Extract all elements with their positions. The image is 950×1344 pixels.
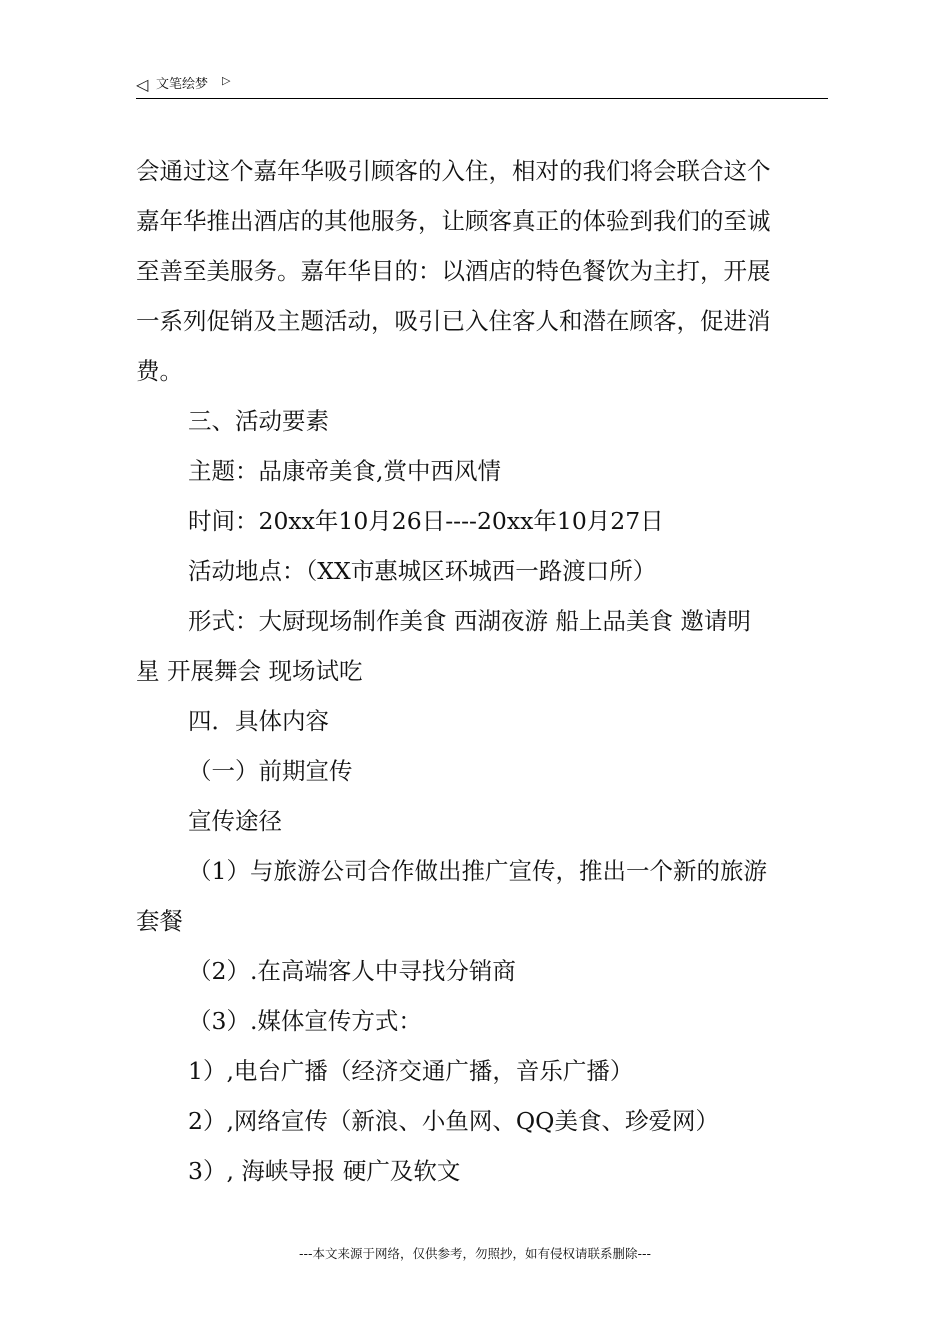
list-item: 1）,电台广播（经济交通广播，音乐广播） [188,1057,634,1085]
document-body [136,146,836,1196]
triangle-left-icon: ◁ [136,75,149,94]
header-title: 文笔绘梦 [156,77,209,92]
list-item: （2）.在高端客人中寻找分销商 [188,957,516,985]
paragraph-line: 一系列促销及主题活动，吸引已入住客人和潜在顾客，促进消 [136,307,771,335]
paragraph-line: 至善至美服务。嘉年华目的：以酒店的特色餐饮为主打，开展 [136,257,771,285]
list-item: 2）,网络宣传（新浪、小鱼网、QQ美食、珍爱网） [188,1107,719,1135]
subsection-label: 宣传途径 [188,807,282,835]
triangle-right-icon: ▷ [222,74,231,87]
page-header [136,74,828,99]
format-line: 形式：大厨现场制作美食 西湖夜游 船上品美食 邀请明 [188,607,751,635]
time-line: 时间：20xx年10月26日----20xx年10月27日 [188,507,664,535]
section-heading: 四．具体内容 [188,707,329,735]
list-item: 3）, 海峡导报 硬广及软文 [188,1157,461,1185]
list-item-continued: 套餐 [136,907,183,935]
list-item: （1）与旅游公司合作做出推广宣传，推出一个新的旅游 [188,857,767,885]
page-footer: ---本文来源于网络，仅供参考，勿照抄，如有侵权请联系删除--- [298,1246,652,1261]
section-heading: 三、活动要素 [188,407,329,435]
theme-line: 主题：品康帝美食,赏中西风情 [188,457,501,485]
paragraph-line: 会通过这个嘉年华吸引顾客的入住，相对的我们将会联合这个 [136,157,771,185]
format-line-continued: 星 开展舞会 现场试吃 [136,657,363,685]
location-line: 活动地点：（XX市惠城区环城西一路渡口所） [188,557,657,585]
paragraph-line: 费。 [136,357,183,385]
paragraph-line: 嘉年华推出酒店的其他服务，让顾客真正的体验到我们的至诚 [136,207,771,235]
subsection-heading: （一）前期宣传 [188,757,353,785]
list-item: （3）.媒体宣传方式： [188,1007,422,1035]
